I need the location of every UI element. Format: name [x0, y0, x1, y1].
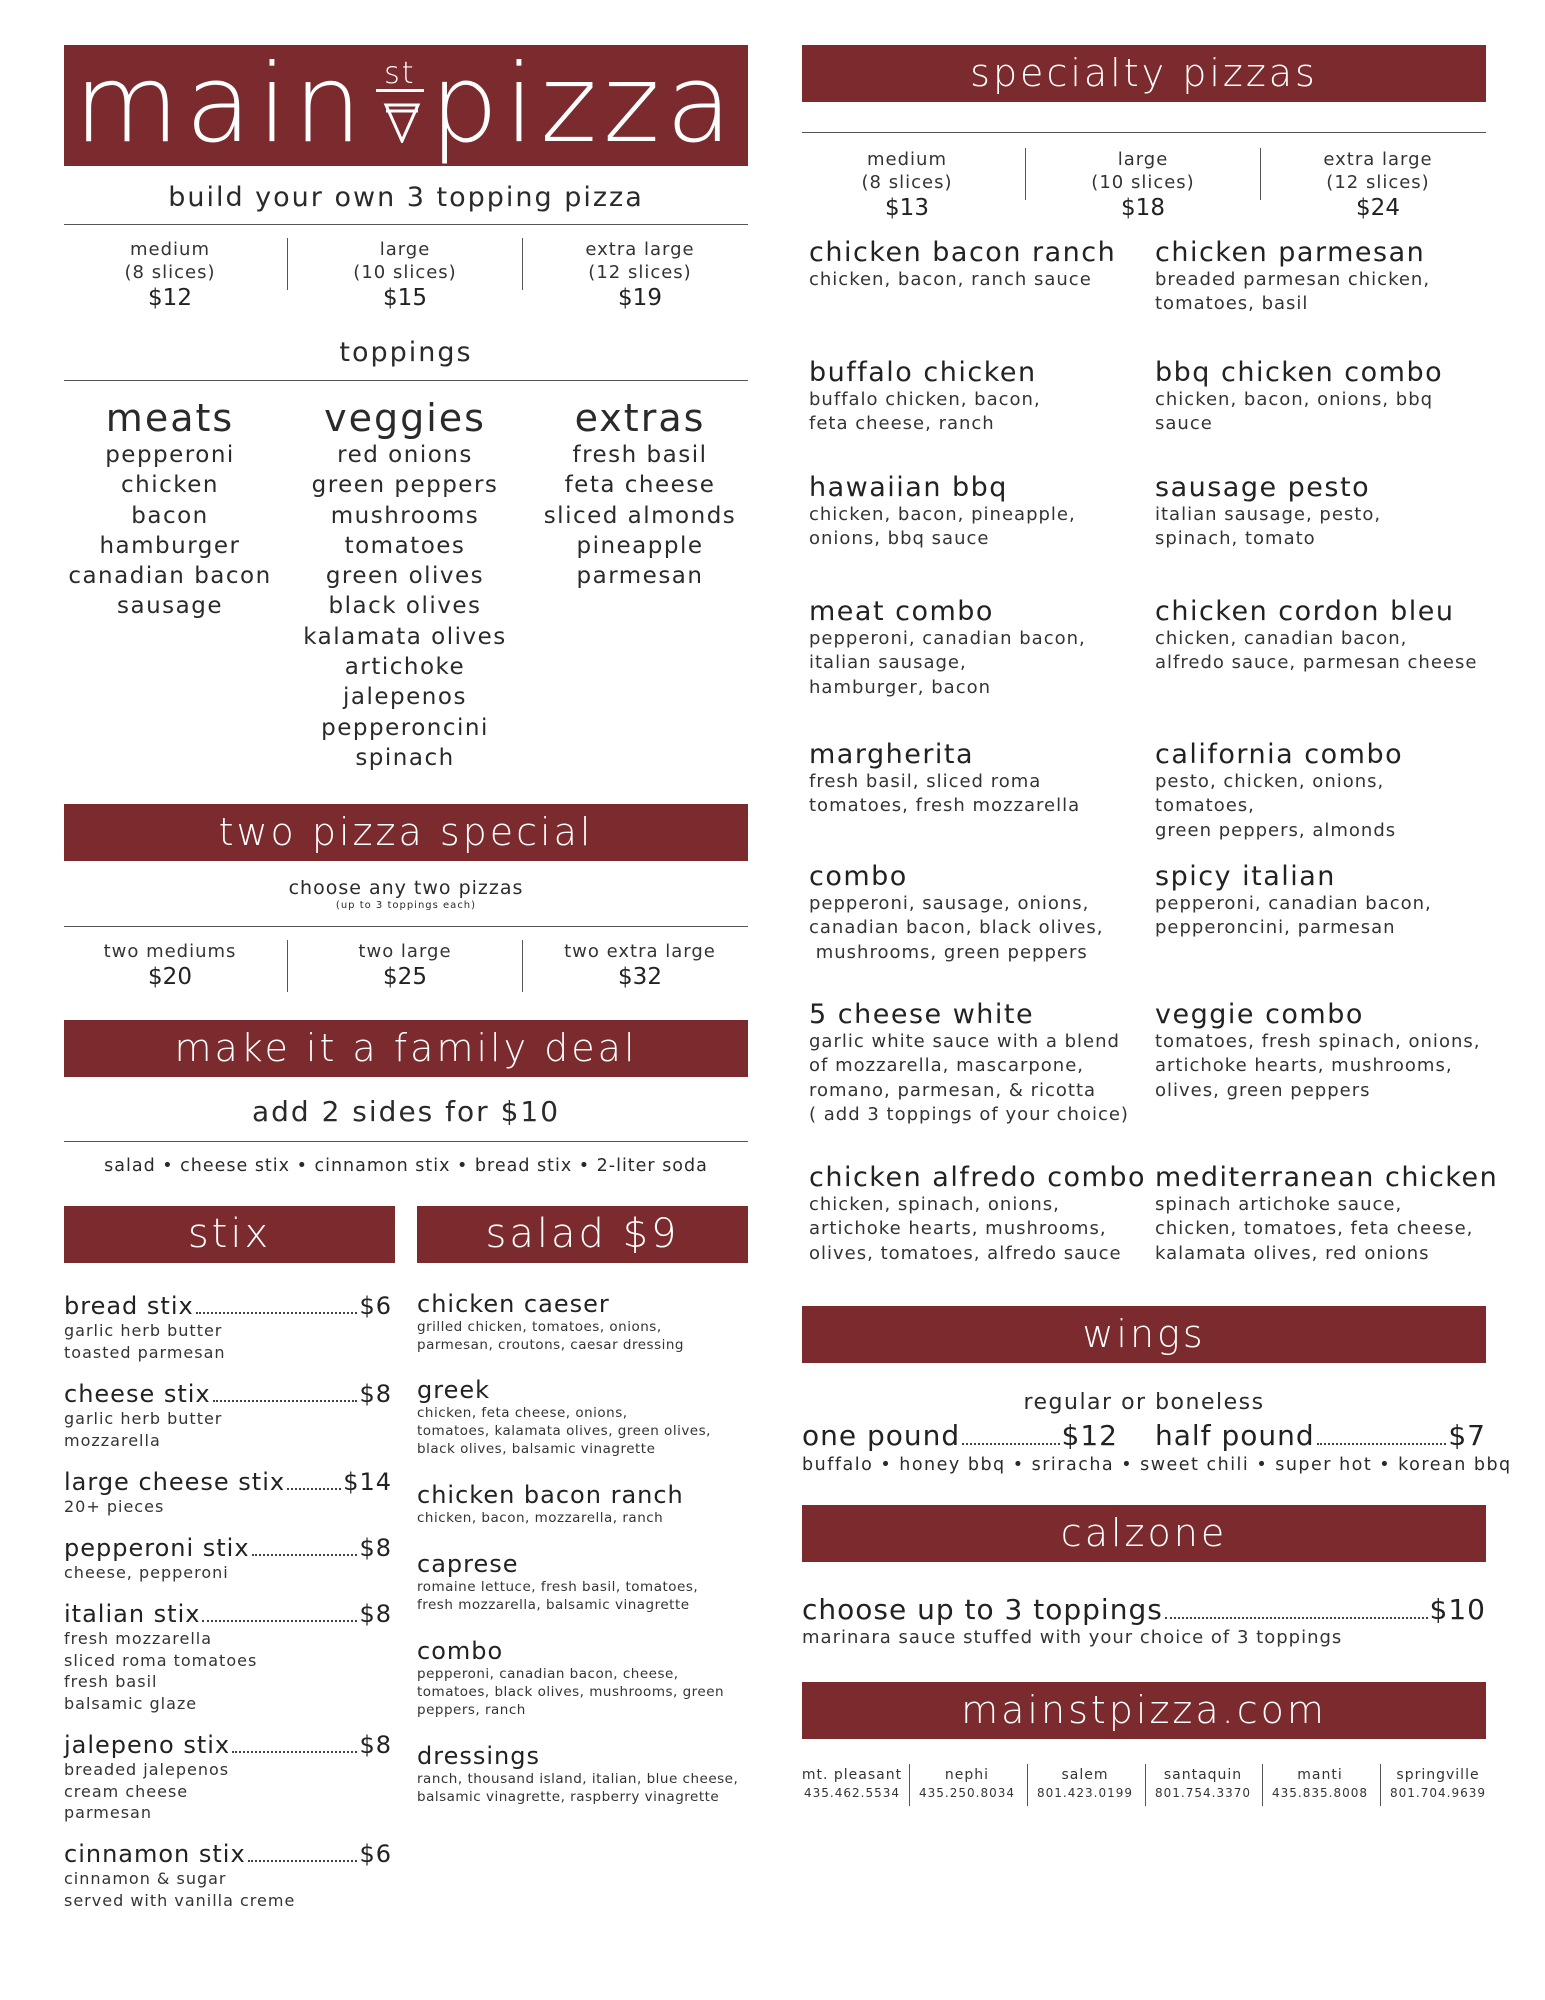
list-item: black olives	[328, 593, 482, 620]
divider	[522, 238, 523, 290]
salad-item: chicken bacon ranch chicken, bacon, mozzarella, ranch	[417, 1481, 684, 1526]
specialty-pizza: margherita fresh basil, sliced roma tomatoes, fresh mozzarella	[809, 739, 1081, 817]
build-size-extra-large: extra large (12 slices) $19	[585, 239, 695, 311]
wings-banner	[802, 1306, 1486, 1363]
family-sides: salad • cheese stix • cinnamon stix • bread stix • 2-liter soda	[104, 1156, 708, 1176]
logo-main: main	[74, 42, 368, 167]
location: salem 801.423.0199	[1037, 1767, 1133, 1800]
veggies-list	[295, 440, 515, 773]
meats-list	[60, 440, 280, 622]
toppings-title: toppings	[339, 337, 473, 368]
list-item: parmesan	[576, 563, 704, 590]
list-item: chicken	[121, 472, 219, 499]
two-pizza-banner	[64, 804, 748, 861]
list-item: sausage	[117, 593, 223, 620]
family-title: make it a family deal	[174, 1026, 638, 1070]
specialty-pizza: hawaiian bbq chicken, bacon, pineapple, onions, bbq sauce	[809, 472, 1076, 550]
stix-banner	[64, 1206, 395, 1263]
specialty-pizza: chicken alfredo combo chicken, spinach, onions, artichoke hearts, mushrooms, olives, tomatoes, alfredo sauce	[809, 1162, 1147, 1264]
divider	[287, 238, 288, 290]
specialty-pizza: chicken parmesan breaded parmesan chicken, tomatoes, basil	[1155, 237, 1431, 315]
specialty-size-large: large (10 slices) $18	[1091, 149, 1195, 221]
specialty-pizza: sausage pesto italian sausage, pesto, spinach, tomato	[1155, 472, 1382, 550]
logo-st-mark	[372, 51, 426, 155]
divider	[1145, 1764, 1146, 1806]
specialty-pizza: 5 cheese white garlic white sauce with a blend of mozzarella, mascarpone, romano, parmesan, & ricotta ( add 3 toppings of your choice)	[809, 999, 1129, 1125]
logo-st: st	[376, 59, 424, 92]
stix-list	[64, 1292, 404, 1928]
specialty-pizza: veggie combo tomatoes, fresh spinach, onions, artichoke hearts, mushrooms, olives, green peppers	[1155, 999, 1481, 1101]
website-link[interactable]: mainstpizza.com	[961, 1688, 1327, 1732]
calzone-item: choose up to 3 toppings $10 marinara sauce stuffed with your choice of 3 toppings	[802, 1594, 1486, 1650]
wings-subtitle: regular or boneless	[1023, 1390, 1265, 1415]
list-item: feta cheese	[564, 472, 716, 499]
location: nephi 435.250.8034	[919, 1767, 1015, 1800]
website-banner[interactable]	[802, 1682, 1486, 1739]
two-pizza-option: two large $25	[358, 941, 452, 990]
stix-item: cheese stix $8 garlic herb butter mozzarella	[64, 1380, 392, 1450]
list-item: green peppers	[311, 472, 499, 499]
specialty-pizza: buffalo chicken buffalo chicken, bacon, feta cheese, ranch	[809, 357, 1041, 435]
salad-title: salad $9	[485, 1211, 680, 1257]
two-pizza-title: two pizza special	[218, 810, 594, 854]
list-item: spinach	[355, 744, 455, 771]
build-title: build your own 3 topping pizza	[168, 182, 644, 213]
stix-item: bread stix $6 garlic herb butter toasted parmesan	[64, 1292, 392, 1362]
wings-title: wings	[1082, 1312, 1206, 1356]
specialty-pizza: chicken bacon ranch chicken, bacon, ranch sauce	[809, 237, 1117, 290]
specialty-size-medium: medium (8 slices) $13	[861, 149, 953, 221]
specialty-size-extra-large: extra large (12 slices) $24	[1323, 149, 1433, 221]
stix-item: jalepeno stix $8 breaded jalepenos cream cheese parmesan	[64, 1731, 392, 1822]
list-item: jalepenos	[343, 684, 467, 711]
family-price: $10	[500, 1095, 561, 1128]
salad-item: combo pepperoni, canadian bacon, cheese, tomatoes, black olives, mushrooms, green peppers, ranch	[417, 1637, 725, 1718]
list-item: red onions	[337, 442, 473, 468]
divider	[1025, 148, 1026, 200]
divider	[1380, 1764, 1381, 1806]
list-item: artichoke	[344, 654, 466, 681]
divider	[522, 940, 523, 992]
specialty-title: specialty pizzas	[970, 51, 1318, 95]
stix-item: italian stix $8 fresh mozzarella sliced roma tomatoes fresh basil balsamic glaze	[64, 1600, 392, 1713]
build-size-medium: medium (8 slices) $12	[124, 239, 216, 311]
logo-banner	[64, 42, 748, 167]
toppings-meats: meats pepperoni chicken bacon hamburger canadian bacon sausage	[60, 396, 280, 622]
specialty-pizza: mediterranean chicken spinach artichoke sauce, chicken, tomatoes, feta cheese, kalamata olives, red onions	[1155, 1162, 1499, 1264]
list-item: pepperoni	[105, 442, 235, 468]
wings-flavors: buffalo • honey bbq • sriracha • sweet chili • super hot • korean bbq	[802, 1455, 1512, 1475]
two-pizza-option: two mediums $20	[103, 941, 237, 990]
salad-list	[417, 1290, 752, 1812]
list-item: hamburger	[99, 532, 241, 559]
list-item: mushrooms	[330, 502, 480, 529]
specialty-pizza: bbq chicken combo chicken, bacon, onions, bbq sauce	[1155, 357, 1444, 435]
divider	[1260, 148, 1261, 200]
salad-item: greek chicken, feta cheese, onions, tomatoes, kalamata olives, green olives, black olives, balsamic vinagrette	[417, 1376, 711, 1457]
specialty-banner	[802, 45, 1486, 102]
list-item: canadian bacon	[68, 563, 272, 590]
divider	[1262, 1764, 1263, 1806]
wings-option: half pound $7	[1155, 1419, 1486, 1452]
location: santaquin 801.754.3370	[1155, 1767, 1251, 1800]
toppings-extras: extras fresh basil feta cheese sliced almonds pineapple parmesan	[530, 396, 750, 591]
toppings-veggies: veggies red onions green peppers mushrooms tomatoes green olives black olives kalamata olives artichoke jalepenos pepperoncini spinach	[295, 396, 515, 773]
logo	[64, 42, 748, 167]
stix-item: cinnamon stix $6 cinnamon & sugar served with vanilla creme	[64, 1840, 392, 1910]
list-item: fresh basil	[572, 442, 708, 468]
list-item: sliced almonds	[543, 502, 737, 529]
divider	[287, 940, 288, 992]
wings-option: one pound $12	[802, 1419, 1118, 1452]
location: mt. pleasant 435.462.5534	[801, 1767, 903, 1800]
location: springville 801.704.9639	[1390, 1767, 1486, 1800]
list-item: tomatoes	[344, 532, 466, 559]
family-subtitle: add 2 sides for $10	[251, 1095, 561, 1128]
stix-item: large cheese stix $14 20+ pieces	[64, 1468, 392, 1516]
family-banner	[64, 1020, 748, 1077]
specialty-pizza: meat combo pepperoni, canadian bacon, italian sausage, hamburger, bacon	[809, 596, 1086, 698]
salad-item: dressings ranch, thousand island, italian, blue cheese, balsamic vinagrette, raspberry vinagrette	[417, 1742, 739, 1805]
calzone-banner	[802, 1505, 1486, 1562]
calzone-title: calzone	[1060, 1511, 1228, 1555]
list-item: bacon	[131, 502, 209, 529]
specialty-pizza: spicy italian pepperoni, canadian bacon, pepperoncini, parmesan	[1155, 861, 1432, 939]
salad-item: chicken caeser grilled chicken, tomatoes, onions, parmesan, croutons, caesar dressing	[417, 1290, 684, 1353]
calzone-desc: marinara sauce stuffed with your choice of 3 toppings	[802, 1627, 1343, 1648]
divider	[802, 132, 1486, 133]
divider	[64, 224, 748, 225]
list-item: pineapple	[576, 532, 704, 559]
extras-list	[530, 440, 750, 591]
specialty-pizza: combo pepperoni, sausage, onions, canadian bacon, black olives, mushrooms, green peppers	[809, 861, 1104, 963]
list-item: pepperoncini	[321, 714, 489, 741]
divider	[1027, 1764, 1028, 1806]
divider	[64, 926, 748, 927]
specialty-pizza: california combo pesto, chicken, onions, tomatoes, green peppers, almonds	[1155, 739, 1404, 841]
pizza-slice-icon	[382, 101, 422, 143]
two-pizza-option: two extra large $32	[564, 941, 716, 990]
location: manti 435.835.8008	[1272, 1767, 1368, 1800]
specialty-pizza: chicken cordon bleu chicken, canadian bacon, alfredo sauce, parmesan cheese	[1155, 596, 1478, 674]
divider	[64, 380, 748, 381]
divider	[64, 1141, 748, 1142]
logo-pizza: pizza	[429, 42, 738, 167]
build-size-large: large (10 slices) $15	[353, 239, 457, 311]
two-pizza-subtitle: choose any two pizzas	[288, 877, 524, 899]
stix-title: stix	[187, 1211, 272, 1257]
divider	[909, 1764, 910, 1806]
stix-item: pepperoni stix $8 cheese, pepperoni	[64, 1534, 392, 1582]
two-pizza-note: (up to 3 toppings each)	[335, 900, 477, 911]
salad-banner	[417, 1206, 748, 1263]
salad-item: caprese romaine lettuce, fresh basil, tomatoes, fresh mozzarella, balsamic vinagrette	[417, 1550, 699, 1613]
list-item: green olives	[325, 563, 485, 590]
list-item: kalamata olives	[303, 623, 507, 650]
